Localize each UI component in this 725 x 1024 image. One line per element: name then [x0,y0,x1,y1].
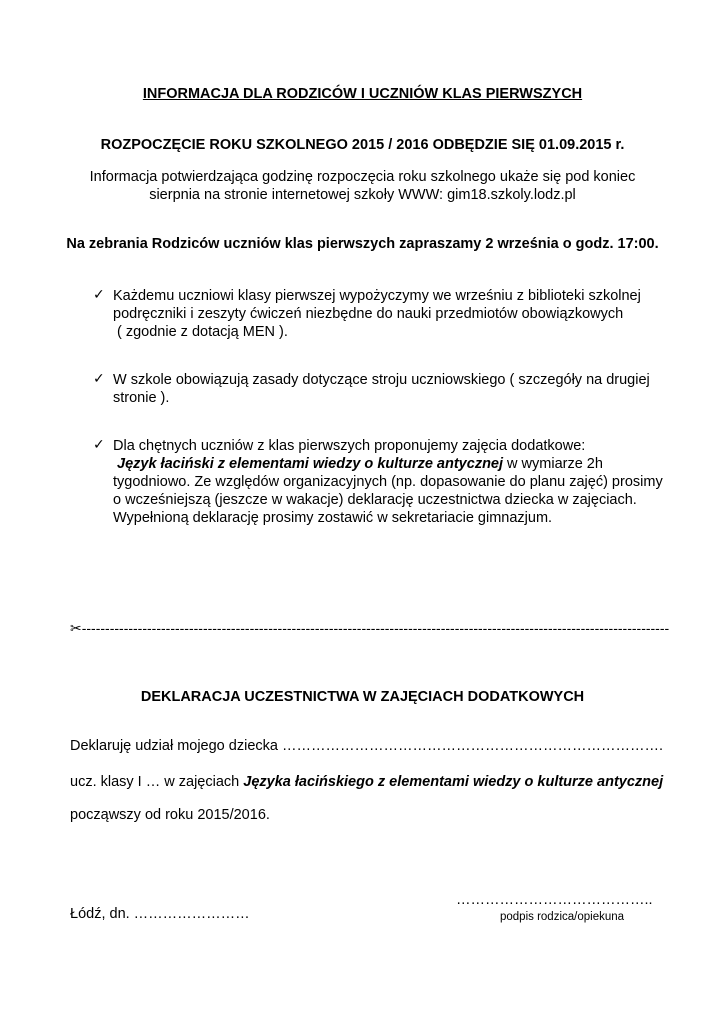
info-line-1: Informacja potwierdzająca godzinę rozpoczęcia roku szkolnego ukaże się pod koniec [89,169,636,185]
latin-course-name: Języka łacińskiego z elementami wiedzy o kulturze antycznej [243,774,664,790]
bullet-line: tygodniowo. Ze względów organizacyjnych (np. dopasowanie do planu zajęć) prosimy [113,474,663,490]
bullet-line: W szkole obowiązują zasady dotyczące stroju uczniowskiego ( szczegóły na drugiej [113,372,650,388]
bullet-item-textbooks [113,287,673,341]
declaration-line-class [70,774,663,790]
bullet-line: ( zgodnie z dotacją MEN ). [117,324,288,340]
declaration-line-year: począwszy od roku 2015/2016. [70,807,270,823]
class-prefix: ucz. klasy I … w zajęciach [70,774,244,790]
signature-dots: ………………………………….. [456,892,653,908]
place-date-field: Łódź, dn. …………………… [70,906,250,922]
cut-line [70,620,670,637]
bullet-item-extra-classes [113,437,673,527]
signature-label: podpis rodzica/opiekuna [500,911,625,923]
bullet-line [113,455,673,473]
latin-course-hours: w wymiarze 2h [503,456,603,472]
bullet-line: Wypełnioną deklarację prosimy zostawić w sekretariacie gimnazjum. [113,510,553,526]
checkmark-icon: ✓ [93,286,105,302]
bullet-line: stronie ). [113,390,170,406]
meeting-notice: Na zebrania Rodziców uczniów klas pierwszych zapraszamy 2 września o godz. 17:00. [66,236,659,252]
declaration-line-child: Deklaruję udział mojego dziecka ……………………………………………………………………. [70,738,663,754]
info-line-2: sierpnia na stronie internetowej szkoły WWW: gim18.szkoly.lodz.pl [149,187,576,203]
scissors-icon: ✂ [70,620,82,636]
latin-course-name: Język łaciński z elementami wiedzy o kulturze antycznej [117,456,504,472]
dashed-line: ------------------------------------------------------------------------------------------------------------------------------ [81,620,670,636]
bullet-line: o wcześniejszą (jeszcze w wakacje) deklarację uczestnictwa dziecka w zajęciach. [113,492,637,508]
bullet-line: podręczniki i zeszyty ćwiczeń niezbędne do nauki przedmiotów obowiązkowych [113,306,624,322]
declaration-title: DEKLARACJA UCZESTNICTWA W ZAJĘCIACH DODATKOWYCH [140,689,585,705]
bullet-line: Dla chętnych uczniów z klas pierwszych proponujemy zajęcia dodatkowe: [113,438,586,454]
bullet-line: Każdemu uczniowi klasy pierwszej wypożyczymy we wrześniu z biblioteki szkolnej [113,288,641,304]
bullet-item-dress-code [113,371,673,407]
checkmark-icon: ✓ [93,370,105,386]
checkmark-icon: ✓ [93,436,105,452]
page-title: INFORMACJA DLA RODZICÓW I UCZNIÓW KLAS PIERWSZYCH [142,86,583,102]
start-date-heading: ROZPOCZĘCIE ROKU SZKOLNEGO 2015 / 2016 ODBĘDZIE SIĘ 01.09.2015 r. [100,137,625,153]
